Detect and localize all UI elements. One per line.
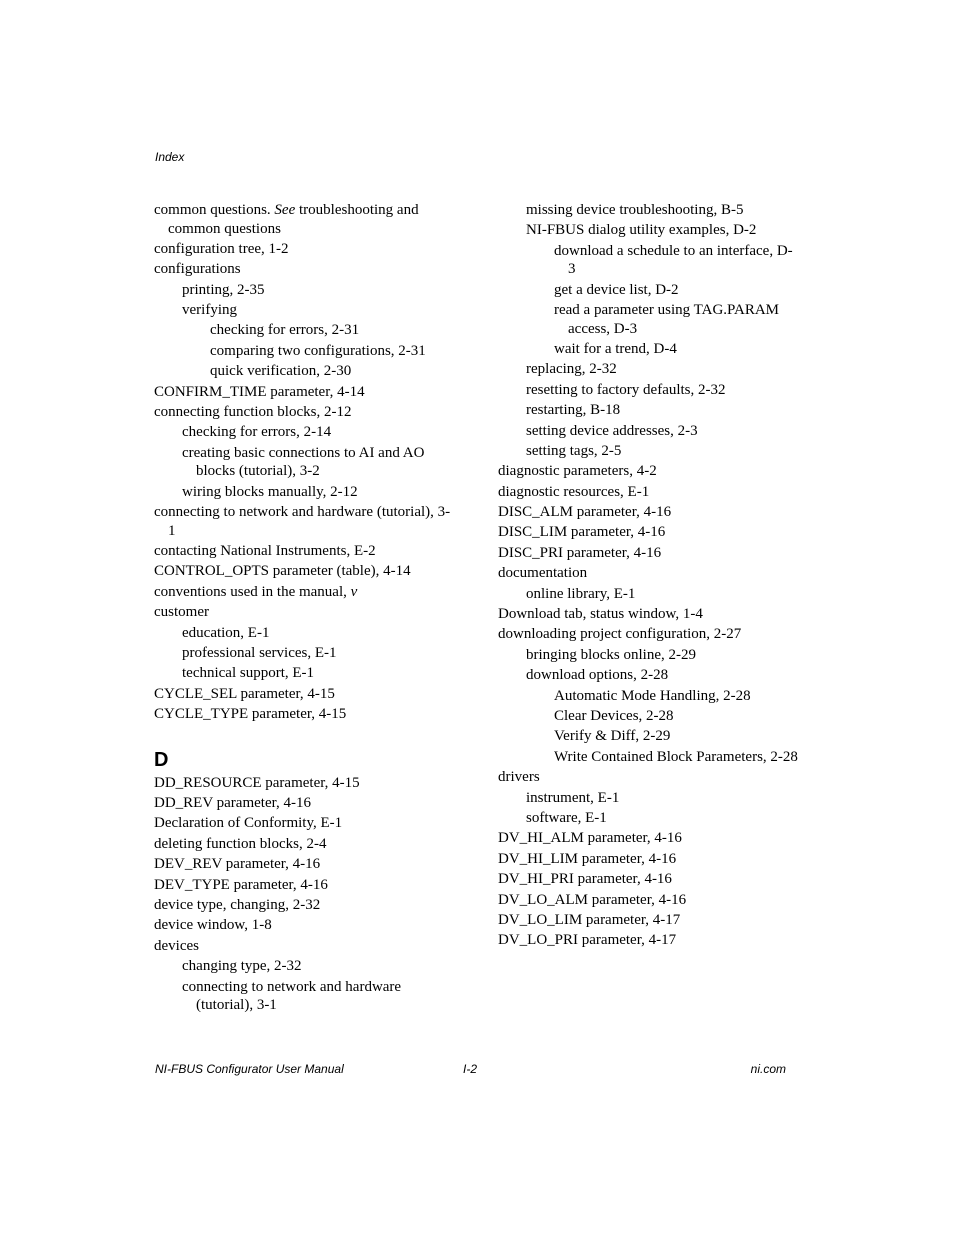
index-entry: [498, 503, 798, 522]
index-entry: [154, 260, 454, 279]
index-entry: [154, 916, 454, 935]
index-entry: [154, 855, 454, 874]
index-entry: [154, 685, 454, 704]
index-entry: [182, 644, 454, 663]
index-entry-text: technical support, E-1: [182, 665, 315, 682]
index-entry-text: connecting function blocks, 2-12: [154, 404, 352, 421]
index-entry: [498, 564, 798, 583]
index-entry: [526, 221, 798, 240]
index-entry: [526, 809, 798, 828]
index-entry: [526, 401, 798, 420]
index-entry-text: wiring blocks manually, 2-12: [182, 483, 358, 500]
index-entry: [498, 768, 798, 787]
index-entry: [498, 850, 798, 869]
index-entry-text: DV_LO_PRI parameter, 4-17: [498, 932, 677, 949]
running-head: Index: [155, 150, 185, 164]
index-entry-text: devices: [154, 937, 199, 954]
index-entry: [554, 242, 798, 279]
index-entry: [526, 422, 798, 441]
index-entry-text: resetting to factory defaults, 2-32: [526, 381, 726, 398]
index-entry-text: DV_LO_ALM parameter, 4-16: [498, 891, 687, 908]
index-entry-text: education, E-1: [182, 624, 270, 641]
index-entry: [554, 281, 798, 300]
index-entry-italic: See: [274, 202, 296, 218]
index-entry: [526, 201, 798, 220]
index-entry-text: connecting to network and hardware (tutorial), 3-1: [182, 978, 402, 1013]
index-entry-text: verifying: [182, 302, 237, 319]
index-entry: [154, 814, 454, 833]
index-entry-text: checking for errors, 2-31: [210, 322, 360, 339]
index-entry: [554, 727, 798, 746]
index-entry-text: device type, changing, 2-32: [154, 896, 321, 913]
index-entry-text: setting device addresses, 2-3: [526, 422, 698, 439]
index-entry: [554, 748, 798, 767]
index-entry: [182, 664, 454, 683]
index-entry: [154, 562, 454, 581]
index-entry-text: drivers: [498, 769, 540, 786]
index-entry: [498, 829, 798, 848]
index-entry: [182, 624, 454, 643]
footer-page-number: I-2: [463, 1062, 478, 1076]
index-entry-text: downloading project configuration, 2-27: [498, 626, 742, 643]
index-entry: [498, 911, 798, 930]
index-entry: [526, 646, 798, 665]
index-entry-text: replacing, 2-32: [526, 361, 617, 378]
index-entry: [554, 340, 798, 359]
index-entry: [526, 442, 798, 461]
index-entry-text: CYCLE_TYPE parameter, 4-15: [154, 706, 347, 723]
index-entry: [154, 240, 454, 259]
index-entry-text: DISC_PRI parameter, 4-16: [498, 544, 662, 561]
index-entry: [498, 891, 798, 910]
footer-website: ni.com: [750, 1062, 786, 1076]
index-entry: [498, 483, 798, 502]
index-entry: [154, 876, 454, 895]
index-entry: [498, 544, 798, 563]
index-entry-italic: v: [350, 583, 358, 600]
index-entry-text: read a parameter using TAG.PARAM access, D-3: [554, 302, 780, 337]
index-entry: [526, 381, 798, 400]
index-entry-text: download options, 2-28: [526, 667, 669, 684]
index-entry: [182, 483, 454, 502]
index-entry: [526, 360, 798, 379]
index-entry: [498, 605, 798, 624]
index-entry-text: deleting function blocks, 2-4: [154, 835, 327, 852]
index-entry: [554, 301, 798, 338]
index-entry-text: professional services, E-1: [182, 644, 337, 661]
index-entry-text: device window, 1-8: [154, 917, 272, 934]
footer-manual-title: NI-FBUS Configurator User Manual: [155, 1062, 344, 1076]
index-entry-text: DEV_TYPE parameter, 4-16: [154, 876, 328, 893]
index-entry-text: instrument, E-1: [526, 789, 620, 806]
index-entry: [154, 896, 454, 915]
index-entry-text: diagnostic parameters, 4-2: [498, 463, 657, 480]
index-entry: [154, 383, 454, 402]
index-entry: [498, 462, 798, 481]
index-entry-text: Download tab, status window, 1-4: [498, 606, 703, 623]
index-entry: [182, 444, 454, 481]
index-entry-text: Verify & Diff, 2-29: [554, 728, 671, 745]
index-entry-text: printing, 2-35: [182, 281, 265, 298]
index-entry-text: software, E-1: [526, 809, 607, 826]
index-entry: [182, 423, 454, 442]
index-column-left: [154, 201, 454, 1016]
index-entry: [526, 666, 798, 685]
index-entry-text: restarting, B-18: [526, 402, 621, 419]
index-entry: [498, 523, 798, 542]
index-entry: [154, 835, 454, 854]
index-section-heading: D: [154, 748, 169, 771]
index-entry-text: documentation: [498, 565, 588, 582]
index-entry-text: diagnostic resources, E-1: [498, 483, 650, 500]
index-entry-text: DV_HI_LIM parameter, 4-16: [498, 850, 677, 867]
index-entry-text: Declaration of Conformity, E-1: [154, 815, 343, 832]
index-entry: [154, 503, 454, 540]
index-entry: [154, 774, 454, 793]
index-entry-text: changing type, 2-32: [182, 958, 302, 975]
index-entry-text: CONFIRM_TIME parameter, 4-14: [154, 383, 365, 400]
index-entry-text: checking for errors, 2-14: [182, 424, 332, 441]
index-entry: [182, 281, 454, 300]
index-entry-text: comparing two configurations, 2-31: [210, 342, 426, 359]
index-entry: [182, 978, 454, 1015]
index-entry-text: NI-FBUS dialog utility examples, D-2: [526, 222, 757, 239]
index-entry-text: CONTROL_OPTS parameter (table), 4-14: [154, 563, 411, 580]
index-entry: [498, 625, 798, 644]
index-entry: [154, 542, 454, 561]
index-entry: [498, 931, 798, 950]
index-entry-text: configurations: [154, 261, 241, 278]
index-entry-text: DV_HI_PRI parameter, 4-16: [498, 871, 672, 888]
index-entry-text: DISC_LIM parameter, 4-16: [498, 524, 666, 541]
index-entry: [554, 687, 798, 706]
index-entry-text: missing device troubleshooting, B-5: [526, 202, 744, 218]
index-entry-text: creating basic connections to AI and AO blocks (tutorial), 3-2: [182, 444, 425, 480]
index-entry-text: DV_LO_LIM parameter, 4-17: [498, 911, 681, 928]
index-entry: [154, 937, 454, 956]
index-entry-text: DD_REV parameter, 4-16: [154, 794, 311, 811]
index-entry-text: connecting to network and hardware (tutorial), 3-1: [154, 504, 451, 539]
index-entry: [526, 789, 798, 808]
index-entry-text: wait for a trend, D-4: [554, 340, 677, 357]
index-entry: [154, 403, 454, 422]
index-entry: [154, 794, 454, 813]
index-column-right: [498, 201, 798, 952]
index-entry-text: DEV_REV parameter, 4-16: [154, 856, 321, 873]
index-entry-text-cont: troubleshooting and common questions: [168, 202, 419, 237]
index-entry-text: setting tags, 2-5: [526, 442, 622, 459]
index-entry-text: DISC_ALM parameter, 4-16: [498, 504, 672, 521]
index-entry-text: quick verification, 2-30: [210, 363, 352, 380]
index-entry-text: contacting National Instruments, E-2: [154, 542, 376, 559]
index-entry: [526, 585, 798, 604]
index-entry-text: Clear Devices, 2-28: [554, 707, 674, 724]
index-entry: [498, 870, 798, 889]
index-entry: [154, 201, 454, 238]
index-entry-text: Automatic Mode Handling, 2-28: [554, 687, 751, 704]
index-entry: [210, 342, 454, 361]
index-entry-text: customer: [154, 604, 209, 621]
index-entry: [182, 301, 454, 320]
index-entry: [154, 583, 454, 602]
index-entry-text: DD_RESOURCE parameter, 4-15: [154, 774, 360, 791]
index-entry-text: get a device list, D-2: [554, 281, 679, 298]
index-entry-text: conventions used in the manual,: [154, 583, 351, 600]
index-entry-text: Write Contained Block Parameters, 2-28: [554, 748, 798, 765]
index-entry-text: configuration tree, 1-2: [154, 240, 289, 257]
index-entry-text: DV_HI_ALM parameter, 4-16: [498, 830, 682, 847]
index-entry: [154, 705, 454, 724]
index-entry-text: download a schedule to an interface, D-3: [554, 242, 793, 278]
index-entry: [554, 707, 798, 726]
index-entry: [182, 957, 454, 976]
index-entry: [154, 603, 454, 622]
index-entry-text: online library, E-1: [526, 585, 636, 602]
index-entry-text: common questions.: [154, 202, 275, 218]
index-entry-text: CYCLE_SEL parameter, 4-15: [154, 685, 335, 702]
index-entry: [210, 362, 454, 381]
index-entry: [210, 321, 454, 340]
index-entry-text: bringing blocks online, 2-29: [526, 646, 696, 663]
